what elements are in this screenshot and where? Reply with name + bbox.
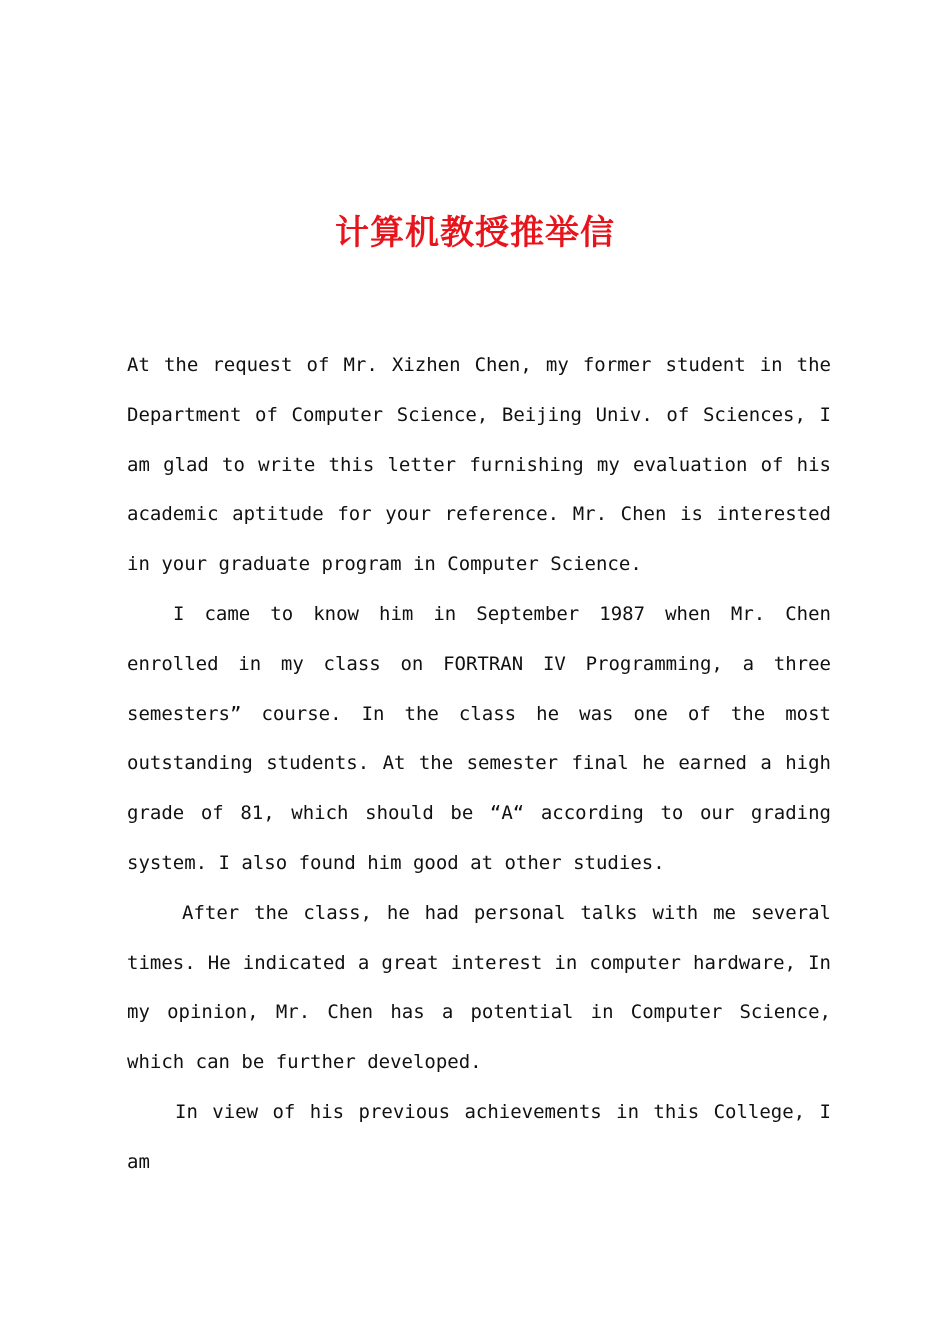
paragraph-1: At the request of Mr. Xizhen Chen, my former student in the Department of Computer Science, Beijing Univ. of Sciences, I am glad to write this letter furnishing my evaluation of his academic aptitude for your reference. Mr. Chen is interested in your graduate program in Computer Science.: [127, 354, 831, 576]
paragraph-3: After the class, he had personal talks with me several times. He indicated a great interest in computer hardware, In my opinion, Mr. Chen has a potential in Computer Science, which can be further developed.: [127, 901, 831, 1074]
document-title: 计算机教授推举信: [335, 213, 615, 253]
paragraph-4: In view of his previous achievements in this College, I am: [127, 1100, 831, 1173]
paragraph-2: I came to know him in September 1987 when Mr. Chen enrolled in my class on FORTRAN IV Programming, a three semesters” course. In the class he was one of the most outstanding students. At the semester final he earned a high grade of 81, which should be “A“ according to our grading system. I also found him good at other studies.: [127, 602, 831, 874]
letter-body: [127, 341, 831, 1188]
